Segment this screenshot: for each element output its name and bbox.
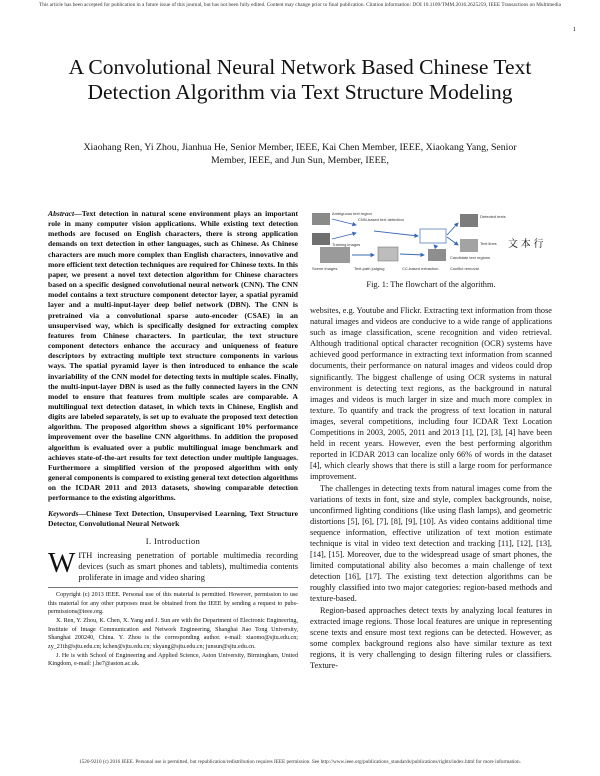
drop-cap: W — [48, 546, 76, 579]
abstract — [48, 209, 298, 504]
label-scene: Scene images — [312, 266, 338, 271]
arrow-text-path — [400, 254, 424, 255]
label-cc-based: CC-based extraction — [402, 266, 439, 271]
arrow-ambiguous — [332, 219, 356, 225]
label-ambiguous: Ambiguous text region — [332, 211, 372, 216]
label-text-path: Text-path judging — [354, 266, 385, 271]
text-path-thumbnail — [378, 247, 398, 261]
footnote-affiliation-he: J. He is with School of Engineering and Applied Science, Aston University, Birmingham, United Kingdom, e-mail: j.he7@aston.ac.uk. — [48, 652, 298, 668]
figure-caption: Fig. 1: The flowchart of the algorithm. — [366, 280, 496, 289]
keywords-text: —Chinese Text Detection, Unsupervised Learning, Text Structure Detector, Convolutional Neural Network — [48, 508, 298, 528]
paper-title: A Convolutional Neural Network Based Chinese Text Detection Algorithm via Text Structure Modeling — [68, 55, 532, 104]
left-column — [48, 209, 298, 670]
scene-image-thumbnail — [320, 247, 350, 263]
keywords — [48, 509, 298, 529]
right-paragraph-3: Region-based approaches detect texts by analyzing local features in extracted image regions. Those local features are unique in representing scene texts and ensure most text regions can be detected. However, as some complex background regions also have similar texture as text regions, it is very challenging to design filtering rules or classifiers. Texture- — [310, 605, 552, 670]
flowchart-figure — [310, 209, 552, 272]
section-heading-introduction: I. Introduction — [145, 536, 201, 546]
arrow-cnn — [374, 231, 418, 236]
label-cnn-text: CNN-based text detection — [358, 217, 404, 222]
footnote-copyright: Copyright (c) 2013 IEEE. Personal use of this material is permitted. However, permission to use this material for any other purposes must be obtained from the IEEE by sending a request to pubs-permissions@ieee.org. — [48, 592, 298, 615]
right-paragraph-1: websites, e.g. Youtube and Flickr. Extracting text information from those natural images and videos are conducive to a wide range of applications such as image classification, scene recognition and video retrieval. Although traditional optical character recognition (OCR) systems have achieved good performance in extracting text information from scanned documents, their performance on natural images and videos could drop significantly. The biggest challenge of using OCR systems in natural environment is detecting text regions, as the background in natural images and videos is much larger in size and much more complex in texture. To quantify and track the progress of text location in natural images, several competitions, including four ICDAR Text Location Competitions in 2003, 2005, 2011 and 2013 [1], [2], [3], [4] have been held in recent years. However, even the best performing algorithm reported in ICDAR 2013 can localize only 66% of words in the dataset [4], which clearly shows that there is still a large room for performance improvement. — [310, 306, 552, 482]
detected-texts-thumbnail — [460, 214, 478, 227]
text-lines-thumbnail — [460, 239, 478, 252]
footnotes — [48, 587, 298, 669]
abstract-text: —Text detection in natural scene environment plays an important role in many computer vision applications. While existing text detection methods are focused on English characters, there is strong application demands on text detection in other languages, such as Chinese. As Chinese characters are much more complex than English characters, innovative and more efficient text detection techniques are required for Chinese texts. In this paper, we present a novel text detection algorithm for Chinese characters based on a specific designed convolutional neural network (CNN). The CNN model contains a text structure component detector layer, a spatial pyramid layer and a multi-input-layer deep belief network (DBN). The CNN is pretrained via a convolutional sparse auto-encoder (CSAE) in an unsupervised way, which is specifically designed for extracting complex features from Chinese characters. In particular, the text structure component detectors enhance the accuracy and uniqueness of feature descriptors by extracting multiple text structure components in various ways. The spatial pyramid layer is then introduced to enhance the scale invariability of the CNN model for detecting texts in multiple scales. Finally, the multi-input-layer DBN is used as the fully connected layers in the CNN model to ensure that features from multiple scales are comparable. A multilingual text detection dataset, in which texts in Chinese, English and digits are labeled separately, is set up to evaluate the proposed text detection algorithm. The proposed algorithm shows a significant 10% performance improvement over the baseline CNN algorithms. In addition the proposed algorithm is evaluated over a public multilingual image benchmark and achieves state-of-the-art results for text detection under multiple languages. Furthermore a simplified version of the proposed algorithm with only general components is compared to existing general text detection algorithms on the ICDAR 2011 and 2013 datasets, showing comparable detection performance to the existing algorithms. — [48, 209, 298, 503]
right-column — [310, 209, 552, 671]
keywords-label: Keywords — [48, 508, 79, 518]
candidate-regions-thumbnail — [428, 249, 446, 261]
arrow-candidate — [434, 245, 436, 247]
arrow-detected — [447, 223, 458, 235]
author-list: Xiaohang Ren, Yi Zhou, Jianhua He, Senior Member, IEEE, Kai Chen Member, IEEE, Xiaokang Yang, Senior Member, IEEE, and Jun Sun, Member, IEEE, — [83, 142, 517, 166]
label-detected: Detected texts — [480, 214, 506, 219]
arrow-training — [332, 233, 356, 239]
label-text-lines: Text lines — [480, 241, 497, 246]
label-chinese-text: 文 本 行 — [508, 239, 544, 250]
arrow-text-lines — [447, 237, 458, 245]
training-images-thumbnail — [312, 233, 330, 245]
abstract-label: Abstract — [48, 209, 75, 218]
ambiguous-region-thumbnail — [312, 213, 330, 225]
label-training: Training images — [332, 242, 361, 247]
text-detector-box — [420, 229, 446, 243]
intro-text: ITH increasing penetration of portable multimedia recording devices (such as smart phones and tablets), multimedia contents proliferate in image and video sharing — [78, 550, 298, 583]
label-conflict: Conflict removal — [450, 266, 479, 271]
right-paragraph-2: The challenges in detecting texts from natural images come from the variations of texts in font, size and style, complex backgrounds, noise, unconfirmed lighting conditions (like using flash lamps), and geometric distortions [5], [6], [7], [8], [9], [10]. As video contains additional time sequence information, effective utilization of text motion estimate technique is vital in video text detection and tracking [11], [12], [13], [14], [15]. Moreover, due to the widespread usage of smart phones, the limited computational ability also becomes a main challenge of text detection [16], [17]. The existing text detection algorithms can be roughly classified into two major categories: region-based methods and texture-based. — [310, 483, 552, 604]
journal-banner: This article has been accepted for publication in a future issue of this journal, but has not been fully edited. Content may change prior to final publication. Citation information: DOI 10.1109/TMM.2016.2625259, IEEE Transactions on Multimedia — [39, 2, 561, 8]
footnote-affiliation: X. Ren, Y. Zhou, K. Chen, X. Yang and J. Sun are with the Department of Electronic Engineering, Institute of Image Communication and Network Engineering, Shanghai Jiao Tong University, Shanghai 200240, China. Y. Zhou is the corresponding author. e-mail: xiaomo@sjtu.edu.cn; zy_21th@sjtu.edu.cn; kchen@sjtu.edu.cn; xkyang@sjtu.edu.cn; junsun@sjtu.edu.cn. — [48, 618, 298, 650]
page-number: 1 — [572, 26, 576, 33]
label-candidate: Candidate text regions — [450, 255, 491, 260]
copyright-line: 1520-9210 (c) 2016 IEEE. Personal use is permitted, but republication/redistribution requires IEEE permission. See http://www.ieee.org/publications_standards/publications/rights/index.html for more information. — [79, 759, 521, 765]
flowchart-diagram — [310, 209, 552, 272]
intro-paragraph — [48, 546, 298, 583]
